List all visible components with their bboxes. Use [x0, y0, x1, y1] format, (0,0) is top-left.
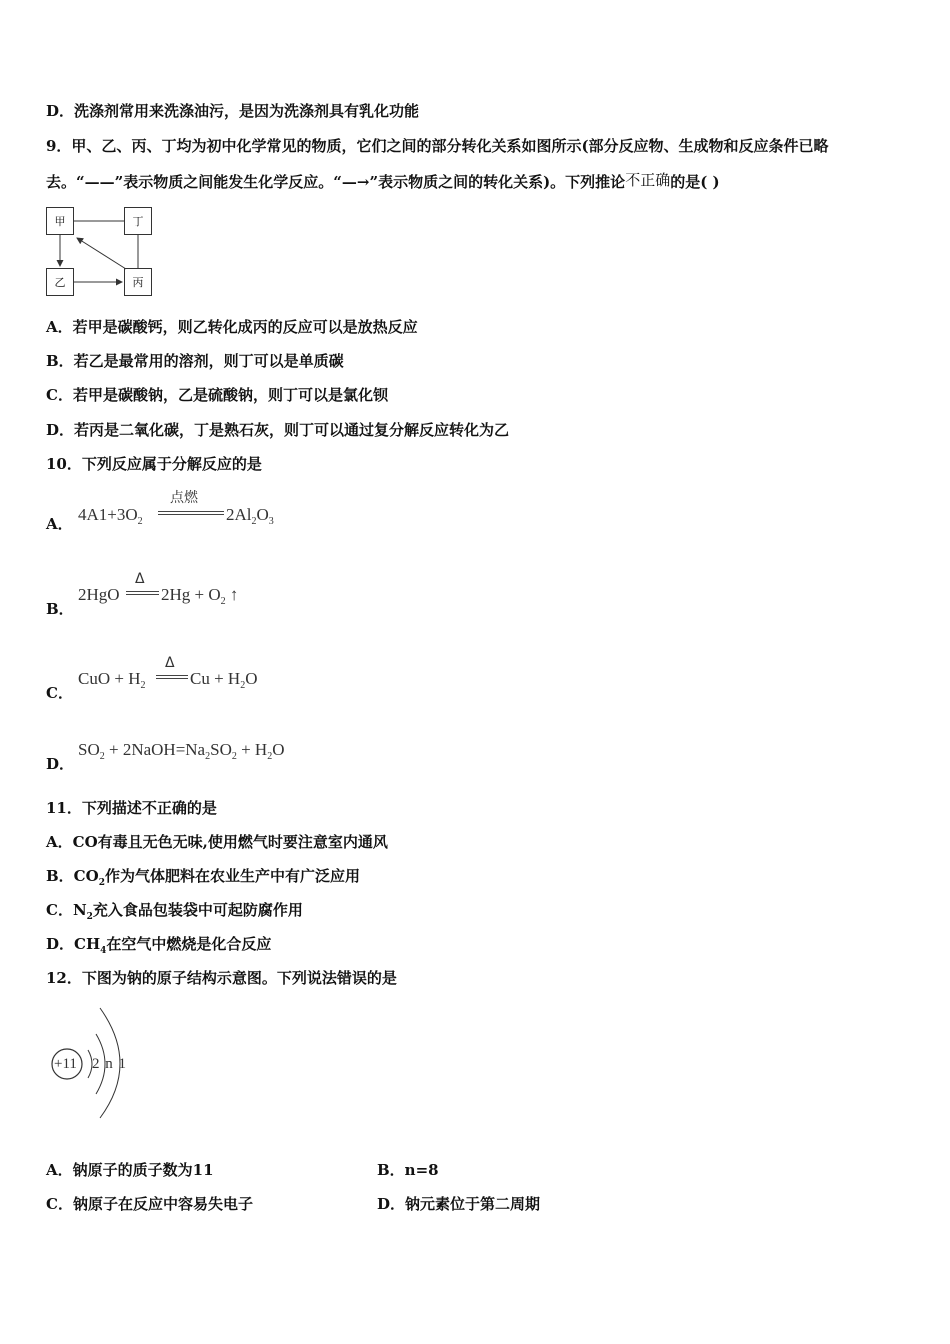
q9-option-a: A．若甲是碳酸钙，则乙转化成丙的反应可以是放热反应: [46, 318, 418, 336]
q10-option-c-label: C．: [46, 684, 73, 702]
q10-option-b-rhs: $2Hg + O_2$ ↑: [161, 585, 239, 607]
q12-option-d: D．钠元素位于第二周期: [377, 1195, 541, 1213]
box-jia: 甲: [46, 207, 74, 235]
q8-option-d: D．洗涤剂常用来洗涤油污，是因为洗涤剂具有乳化功能: [46, 102, 420, 120]
q11-option-d: D．$CH_4$在空气中燃烧是化合反应: [46, 935, 272, 956]
atom-nucleus: +11: [54, 1056, 77, 1072]
q11-option-c: C．$N_2$充入食品包装袋中可起防腐作用: [46, 901, 303, 922]
q10-option-b-condition: Δ: [135, 571, 145, 587]
q12-option-a: A．钠原子的质子数为11: [46, 1161, 214, 1179]
q11-option-b: B．$CO_2$作为气体肥料在农业生产中有广泛应用: [46, 867, 360, 888]
q10-option-b-lhs: 2HgO: [78, 585, 120, 604]
q10-stem: 10．下列反应属于分解反应的是: [46, 455, 262, 473]
q10-option-a-label: A．: [46, 515, 73, 533]
box-ding: 丁: [124, 207, 152, 235]
q9-option-d: D．若丙是二氧化碳，丁是熟石灰，则丁可以通过复分解反应转化为乙: [46, 421, 510, 439]
box-bing: 丙: [124, 268, 152, 296]
q9-emphasis: 不正确: [625, 171, 671, 189]
q11-stem: 11．下列描述不正确的是: [46, 799, 217, 817]
q9-stem-line1: 9．甲、乙、丙、丁均为初中化学常见的物质，它们之间的部分转化关系如图所示(部分反应物、生成物和反应条件已略: [46, 137, 829, 155]
q10-option-b-label: B．: [46, 600, 74, 618]
q10-option-c-lhs: CuO + $H_2$: [78, 669, 146, 691]
q10-option-c-rhs: $Cu + H_2O$: [190, 669, 258, 691]
q11-option-a: A．CO有毒且无色无味,使用燃气时要注意室内通风: [46, 833, 388, 851]
q10-option-d-label: D．: [46, 755, 75, 773]
q9-option-b: B．若乙是最常用的溶剂，则丁可以是单质碳: [46, 352, 344, 370]
box-yi: 乙: [46, 268, 74, 296]
q12-stem: 12．下图为钠的原子结构示意图。下列说法错误的是: [46, 969, 397, 987]
q12-option-b: B．n=8: [377, 1161, 439, 1179]
q10-option-a-lhs: $4A1+3O_2$: [78, 505, 143, 527]
q12-option-c: C．钠原子在反应中容易失电子: [46, 1195, 253, 1213]
q9-option-c: C．若甲是碳酸钠，乙是硫酸钠，则丁可以是氯化钡: [46, 386, 388, 404]
atom-shell-electrons: 2 n 1: [92, 1056, 126, 1072]
q9-stem-line2: 去。“——”表示物质之间能发生化学反应。“—→”表示物质之间的转化关系)。下列推论不正确的是( ): [46, 171, 720, 191]
q10-option-d-equation: $SO_2$ + $2NaOH=Na_2SO_2 + H_2O$: [78, 740, 285, 762]
q10-option-a-condition: 点燃: [170, 490, 198, 506]
q10-option-a-rhs: $2Al_2O_3$: [226, 505, 274, 527]
q10-option-c-condition: Δ: [165, 655, 175, 671]
